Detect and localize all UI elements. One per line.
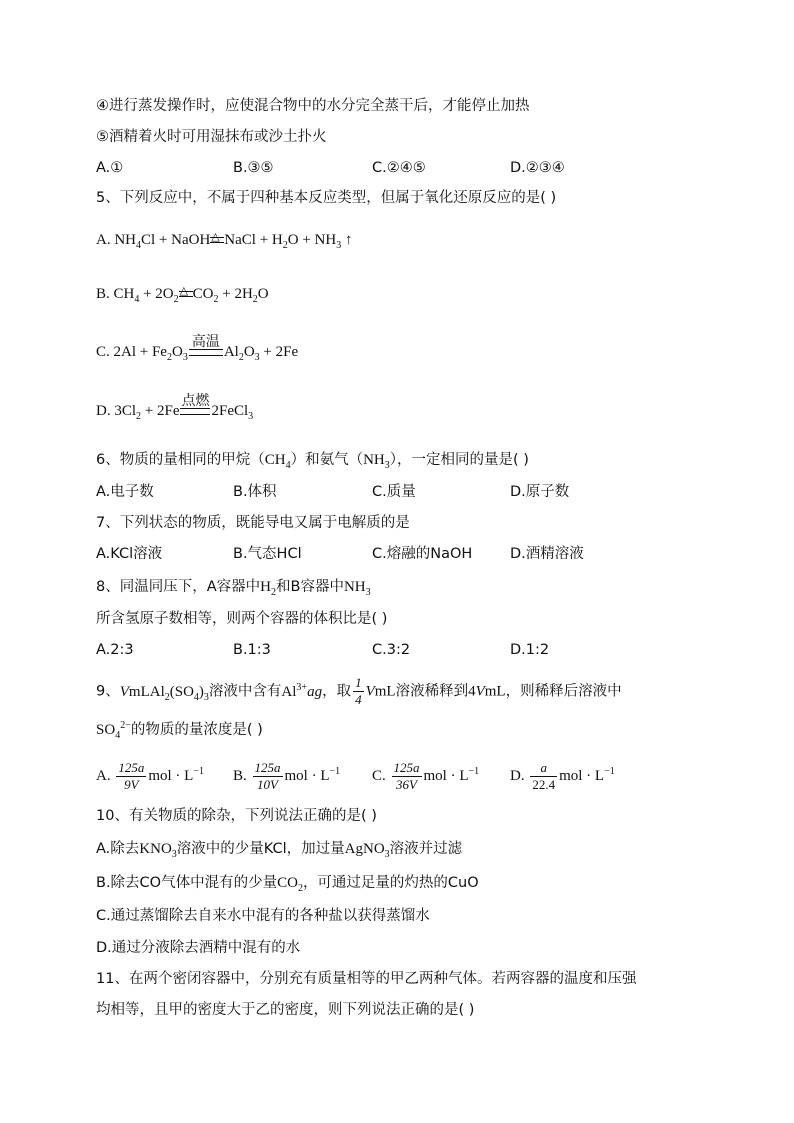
q4-option-b: B.③⑤	[233, 160, 274, 176]
fraction-one-quarter: $\frac{1}{4}$	[355, 675, 362, 707]
q5-option-d: D. $3Cl_2 + 2Fe$ 点燃 2FeCl$_3$	[96, 393, 254, 422]
q9-stem-line2: $SO_4^{2-}$的物质的量浓度是( )	[96, 720, 263, 741]
q10-option-c: C.通过蒸馏除去自来水中混有的各种盐以获得蒸馏水	[96, 908, 430, 924]
q6-option-c: C.质量	[372, 484, 416, 500]
q8-option-b: B.1:3	[233, 642, 271, 658]
q8-option-a: A.2:3	[96, 642, 134, 658]
q6-option-d: D.原子数	[510, 484, 570, 500]
q7-option-a: A.KCl溶液	[96, 546, 163, 562]
q11-stem-line1: 11、在两个密闭容器中，分别充有质量相等的甲乙两种气体。若两容器的温度和压强	[96, 971, 637, 987]
q9-stem: 9、$VmLAl_2(SO_4)_3$溶液中含有$Al^{3+}ag$，取 $\frac{1}{4}$ VmL溶液稀释到4VmL，则稀释后溶液中	[96, 675, 622, 707]
q8-option-d: D.1:2	[510, 642, 550, 658]
q7-option-d: D.酒精溶液	[510, 546, 584, 562]
q5-option-b: B. $CH_4 + 2O_2$ △ $CO_2 + 2H_2O$	[96, 285, 269, 305]
q9-option-c: C. $\frac{125a}{36V}$ mol · $L^{-1}$	[372, 760, 480, 792]
q7-option-c: C.熔融的NaOH	[372, 546, 473, 562]
q10-option-b: B.除去CO气体中混有的少量$CO_2$，可通过足量的灼热的CuO	[96, 875, 479, 894]
q6-option-a: A.电子数	[96, 484, 154, 500]
q9-option-b: B. $\frac{125a}{10V}$ mol · $L^{-1}$	[233, 760, 341, 792]
q5-stem: 5、下列反应中，不属于四种基本反应类型，但属于氧化还原反应的是( )	[96, 190, 557, 206]
q10-option-d: D.通过分液除去酒精中混有的水	[96, 940, 301, 956]
q7-stem: 7、下列状态的物质，既能导电又属于电解质的是	[96, 515, 410, 531]
q6-stem: 6、物质的量相同的甲烷$(CH_4)$和氨气$(NH_3)$，一定相同的量是( )	[96, 452, 529, 471]
q9-option-a: A. $\frac{125a}{9V}$ mol · $L^{-1}$	[96, 760, 204, 792]
q8-option-c: C.3:2	[372, 642, 411, 658]
heat-condition: △	[210, 237, 224, 250]
q6-option-b: B.体积	[233, 484, 277, 500]
high-temp-condition: 高温	[189, 349, 223, 362]
ignite-condition: 点燃	[180, 408, 210, 421]
q5-option-a: A. $NH_4Cl$ + NaOH △ NaCl + $H_2O + NH_3$ ↑	[96, 231, 353, 251]
q8-stem-line2: 所含氢原子数相等，则两个容器的体积比是( )	[96, 611, 388, 627]
q9-option-d: D. $\frac{a}{22.4}$ mol · $L^{-1}$	[510, 760, 615, 792]
q11-stem-line2: 均相等，且甲的密度大于乙的密度，则下列说法正确的是( )	[96, 1002, 475, 1018]
q10-option-a: A.除去$KNO_3$溶液中的少量KCl，加过量AgNO$_3$溶液并过滤	[96, 841, 463, 860]
q5-option-c: C. $2Al + Fe_2O_3$ 高温 $Al_2O_3 + 2Fe$	[96, 334, 299, 363]
q8-stem: 8、同温同压下，A容器中$H_2$和B容器中$NH_3$	[96, 579, 371, 598]
q4-item-4: ④进行蒸发操作时，应使混合物中的水分完全蒸干后，才能停止加热	[96, 98, 530, 114]
q4-option-d: D.②③④	[510, 160, 565, 176]
q4-option-a: A.①	[96, 160, 124, 176]
q7-option-b: B.气态HCl	[233, 546, 302, 562]
q10-stem: 10、有关物质的除杂，下列说法正确的是( )	[96, 808, 377, 824]
q4-item-5: ⑤酒精着火时可用湿抹布或沙土扑火	[96, 129, 327, 145]
q4-option-c: C.②④⑤	[372, 160, 426, 176]
heat-condition: △	[179, 291, 193, 304]
